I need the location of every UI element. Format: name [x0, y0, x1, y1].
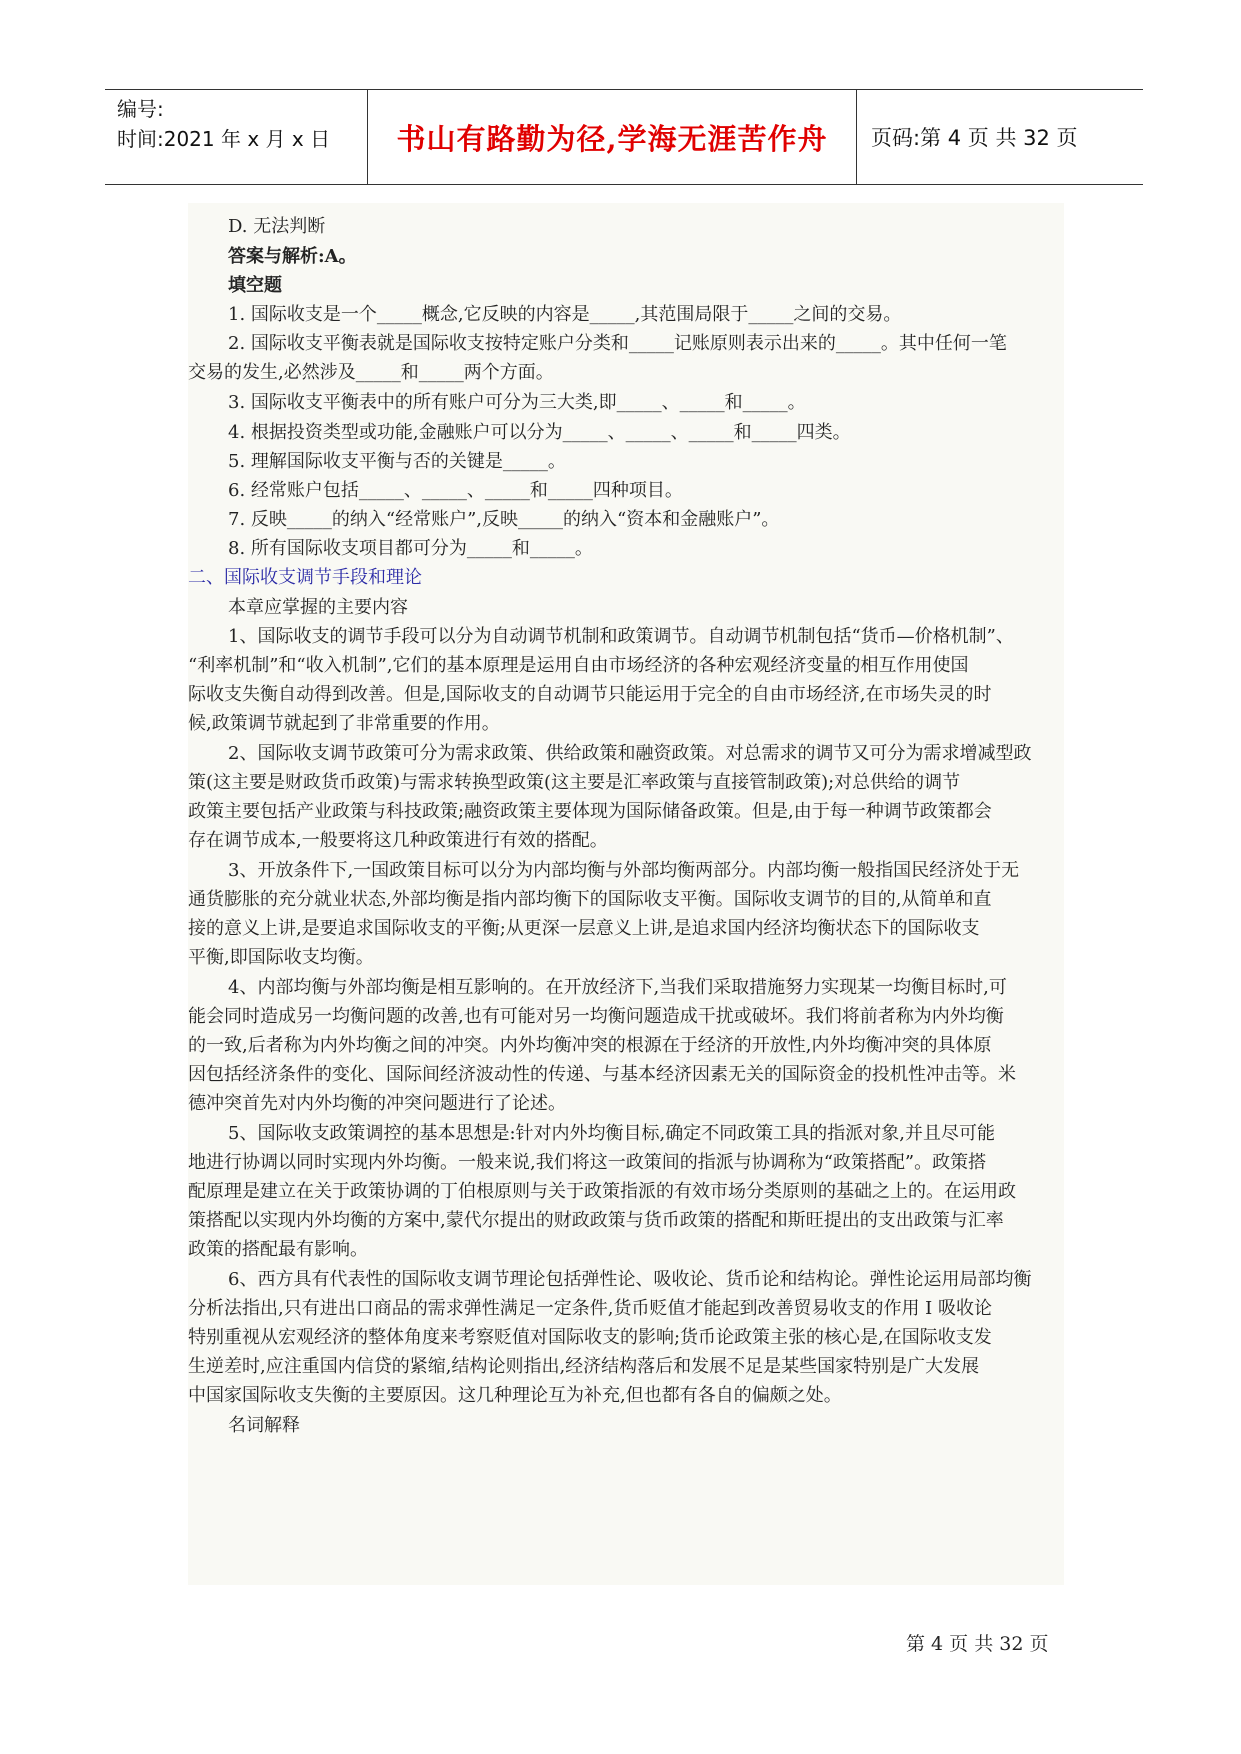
paragraph-5-line-5: 政策的搭配最有影响。 [188, 1239, 368, 1260]
question-5: 5. 理解国际收支平衡与否的关键是_____。 [228, 451, 566, 472]
paragraph-6-line-5: 中国家国际收支失衡的主要原因。这几种理论互为补充,但也都有各自的偏颇之处。 [188, 1385, 842, 1406]
header-motto: 书山有路勤为径,学海无涯苦作舟 [396, 121, 828, 156]
paragraph-5-line-1: 5、国际收支政策调控的基本思想是:针对内外均衡目标,确定不同政策工具的指派对象,并且尽可能 [228, 1123, 995, 1144]
question-7: 7. 反映_____的纳入“经常账户”,反映_____的纳入“资本和金融账户”。 [228, 509, 780, 530]
paragraph-5-line-4: 策搭配以实现内外均衡的方案中,蒙代尔提出的财政政策与货币政策的搭配和斯旺提出的支出政策与汇率 [188, 1210, 1004, 1231]
page-footer: 第 4 页 共 32 页 [906, 1633, 1049, 1655]
paragraph-4-line-4: 因包括经济条件的变化、国际间经济波动性的传递、与基本经济因素无关的国际资金的投机性冲击等。米 [188, 1064, 1016, 1085]
subsection-heading: 本章应掌握的主要内容 [228, 597, 408, 618]
paragraph-3-line-4: 平衡,即国际收支均衡。 [188, 947, 374, 968]
header-meta [105, 90, 368, 184]
paragraph-1-line-4: 候,政策调节就起到了非常重要的作用。 [188, 713, 500, 734]
question-3: 3. 国际收支平衡表中的所有账户可分为三大类,即_____、_____和_____。 [228, 392, 806, 413]
page-header [105, 89, 1143, 185]
paragraph-2-line-3: 政策主要包括产业政策与科技政策;融资政策主要体现为国际储备政策。但是,由于每一种调节政策都会 [188, 801, 992, 822]
question-2: 2. 国际收支平衡表就是国际收支按特定账户分类和_____记账原则表示出来的_____。其中任何一笔 [228, 333, 1007, 354]
paragraph-4-line-1: 4、内部均衡与外部均衡是相互影响的。在开放经济下,当我们采取措施努力实现某一均衡目标时,可 [228, 977, 1007, 998]
question-6: 6. 经常账户包括_____、_____、_____和_____四种项目。 [228, 480, 683, 501]
paragraph-3-line-1: 3、开放条件下,一国政策目标可以分为内部均衡与外部均衡两部分。内部均衡一般指国民经济处于无 [228, 860, 1020, 881]
paragraph-5-line-3: 配原理是建立在关于政策协调的丁伯根原则与关于政策指派的有效市场分类原则的基础之上的。在运用政 [188, 1181, 1016, 1202]
paragraph-3-line-2: 通货膨胀的充分就业状态,外部均衡是指内部均衡下的国际收支平衡。国际收支调节的目的,从简单和直 [188, 889, 992, 910]
document-time-label: 时间:2021 年 x 月 x 日 [117, 127, 331, 151]
paragraph-6-line-3: 特别重视从宏观经济的整体角度来考察贬值对国际收支的影响;货币论政策主张的核心是,在国际收支发 [188, 1327, 992, 1348]
header-page-cell [857, 90, 1143, 184]
paragraph-6-line-2: 分析法指出,只有进出口商品的需求弹性满足一定条件,货币贬值才能起到改善贸易收支的作用 I 吸收论 [188, 1298, 992, 1319]
question-4: 4. 根据投资类型或功能,金融账户可以分为_____、_____、_____和_____四类。 [228, 422, 851, 443]
question-2-cont: 交易的发生,必然涉及_____和_____两个方面。 [188, 362, 554, 383]
paragraph-1-line-2: “利率机制”和“收入机制”,它们的基本原理是运用自由市场经济的各种宏观经济变量的相互作用使国 [188, 655, 969, 676]
subsection-terms: 名词解释 [228, 1415, 300, 1436]
paragraph-3-line-3: 接的意义上讲,是要追求国际收支的平衡;从更深一层意义上讲,是追求国内经济均衡状态下的国际收支 [188, 918, 980, 939]
section-heading: 二、国际收支调节手段和理论 [188, 567, 422, 588]
paragraph-6-line-4: 生逆差时,应注重国内信贷的紧缩,结构论则指出,经济结构落后和发展不足是某些国家特别是广大发展 [188, 1356, 980, 1377]
paragraph-4-line-2: 能会同时造成另一均衡问题的改善,也有可能对另一均衡问题造成干扰或破坏。我们将前者称为内外均衡 [188, 1006, 1004, 1027]
header-motto-cell [368, 90, 857, 184]
paragraph-2-line-4: 存在调节成本,一般要将这几种政策进行有效的搭配。 [188, 830, 608, 851]
question-1: 1. 国际收支是一个_____概念,它反映的内容是_____,其范围局限于_____之间的交易。 [228, 304, 902, 325]
paragraph-2-line-1: 2、国际收支调节政策可分为需求政策、供给政策和融资政策。对总需求的调节又可分为需求增减型政 [228, 743, 1032, 764]
option-d: D. 无法判断 [228, 216, 326, 237]
paragraph-6-line-1: 6、西方具有代表性的国际收支调节理论包括弹性论、吸收论、货币论和结构论。弹性论运用局部均衡 [228, 1269, 1032, 1290]
paragraph-1-line-1: 1、国际收支的调节手段可以分为自动调节机制和政策调节。自动调节机制包括“货币—价格机制”、 [228, 626, 1014, 647]
paragraph-5-line-2: 地进行协调以同时实现内外均衡。一般来说,我们将这一政策间的指派与协调称为“政策搭配”。政策搭 [188, 1152, 987, 1173]
question-8: 8. 所有国际收支项目都可分为_____和_____。 [228, 538, 593, 559]
document-number-label: 编号: [117, 97, 164, 121]
paragraph-2-line-2: 策(这主要是财政货币政策)与需求转换型政策(这主要是汇率政策与直接管制政策);对总供给的调节 [188, 772, 961, 793]
page-content [188, 203, 1064, 1585]
paragraph-4-line-5: 德冲突首先对内外均衡的冲突问题进行了论述。 [188, 1093, 566, 1114]
answer-label: 答案与解析:A。 [228, 246, 357, 267]
header-page-label: 页码:第 4 页 共 32 页 [871, 126, 1078, 150]
section-fill-blank: 填空题 [228, 275, 282, 296]
paragraph-1-line-3: 际收支失衡自动得到改善。但是,国际收支的自动调节只能运用于完全的自由市场经济,在市场失灵的时 [188, 684, 992, 705]
paragraph-4-line-3: 的一致,后者称为内外均衡之间的冲突。内外均衡冲突的根源在于经济的开放性,内外均衡冲突的具体原 [188, 1035, 992, 1056]
